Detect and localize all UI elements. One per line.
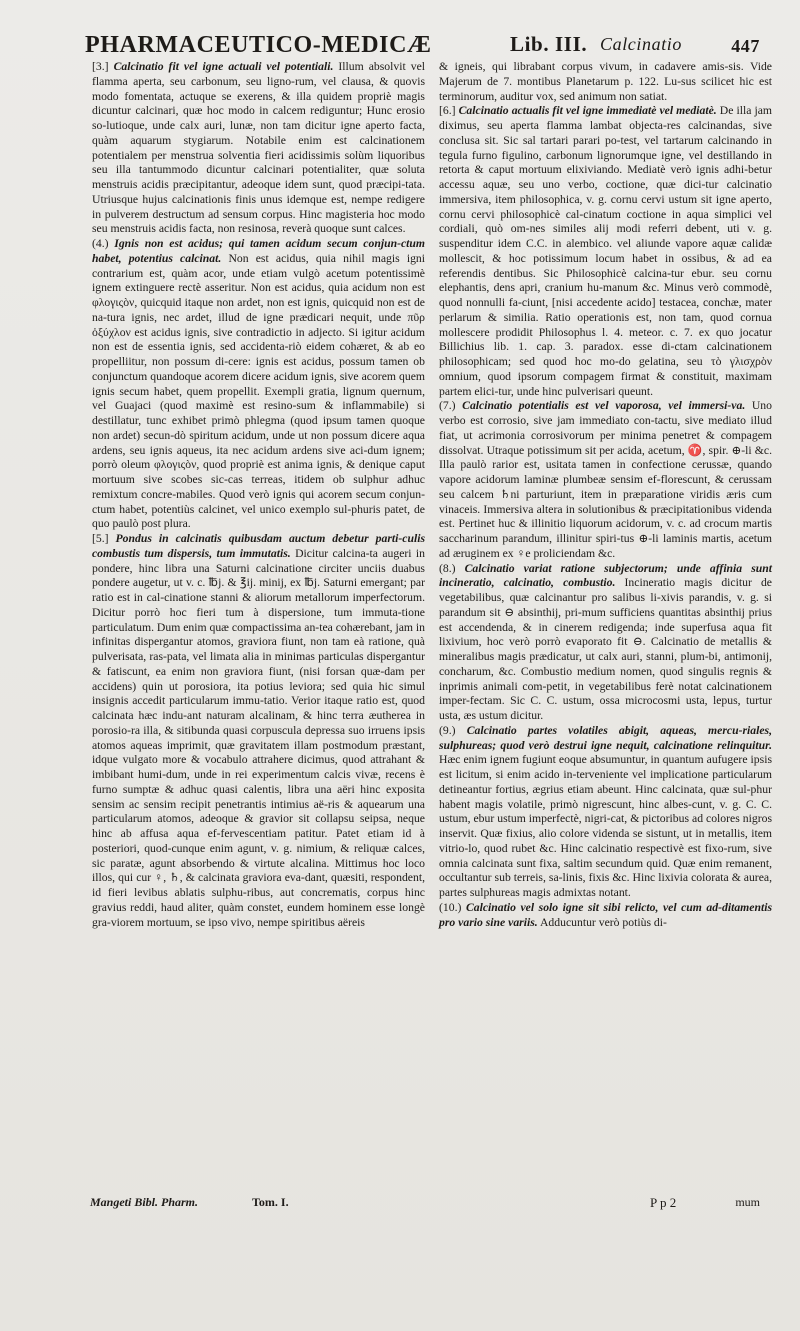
running-header [85,30,760,64]
paragraph-number: (10.) [439,900,462,914]
paragraph-text: Non est acidus, quia nihil magis igni contrarium est, quàm acor, unde etiam vulgò acetum potentissimè ignem extinguere rectè asseritur. Non est acidus, quia acidum non est φλογιςòν, quicquid itaque non ardet, non est ignis, quicquid non est de na-tura ignis, nec ardet, illud de igne prædicari nequit, unde πῦρ ὀξύχλον est acidus ignis, sive contradictio in adjecto. Si igitur acidum non est de essentia ignis, sed accidenta-riò eidem cohæret, & ab eo propelliitur, non possum di-cere: ignis est acidus, possum tamen ob conjunctum quandoque acorem dicere acidum ignis, sive acorem quem ignis secum habet, quem propellit. Exempli gratia, lignum quernum, vel Guajaci (quod maximè est resino-sum & inflammabile) si destillatur, tunc exhibet primò phlegma (quod ipsum tamen quoque non ardet) secun-dò spiritum acidum, unde ut non possum dicere aqua ardens, seu ignis aqueus, ita nec acidum ardens sive aci-dum ignem; porrò oleum φλογιςòν, quod propriè est anima ignis, & denique caput mortuum sive scobes sic-cas terreas, itidem ob sulphur adhuc remixtum concre-mabiles. Quod verò ignis qui acorem secum conjun-ctum habet, potentiùs calcinet, vel unico exemplo sul-phuris patet, de quo paulò post plura. [92,251,426,531]
running-title: PHARMACEUTICO-MEDICÆ [85,32,432,58]
paragraph-heading: Calcinatio vel solo igne sit sibi relicto, vel cum ad-ditamentis pro vario sine variis. [439,900,773,929]
paragraph-heading: Calcinatio variat ratione subjectorum; unde affinia sunt incineratio, calcinatio, combustio. [439,561,773,590]
paragraph [92,237,425,532]
page-number: 447 [731,36,760,56]
paragraph [439,562,772,724]
paragraph-text: De illa jam diximus, seu aperta flamma lambat objecta-res calcinandas, sive conclusa sit. Sic sal tartari parari po-test, vel tartarum calcinando in tegula furno figulino, carbonum lignorumque igne, vel destillando in retorta & caput mortuum elixiviando. Mediatè verò ignis adhi-betur accessu aquæ, seu uno verbo, coctione, quæ dici-tur calcinatio immersiva, item philosophica, v. g. cornu cervi ustum sit igne aperto, cornu cervi philosophicè cal-cinatum coctione in aqua simplici vel cordiali, quò om-nes similes alij modi referri debent, uti v. g. suspenditur idem C.C. in alembico. vel aliunde vapore aquæ calidæ mollescit, & hoc potissimum locum habet in ossibus, & ad ea referendis dentibus. Sic Philosophicè calcina-tur ebur. seu cornu elephantis, dens apri, cranium hu-manum &c. Minus verò commodè, quod nonnulli fa-ciunt, [nisi accedente acido] testacea, conchæ, mater perlarum & similia. Ratio operationis est, non tam, quod cornua mollescere prodidit Philosophus l. 4. meteor. c. 7. ex quo jocatur Billichius lib. 1. cap. 3. paradox. esse di-ctam calcinationem philosophicam; sed quod hoc mo-do gelatina, seu τὸ γλισχρὸν omnium, quod ipsorum compagem firmat & constituit, maximam partem elici-tur, unde hinc pulverisari queunt. [439,104,773,398]
section-title: Calcinatio [600,34,682,54]
left-column [92,60,425,930]
paragraph [92,60,425,237]
page-footer [90,1195,760,1215]
paragraph-number: (4.) [92,237,109,250]
paragraph [92,532,425,930]
paragraph-text: Illum absolvit vel flamma aperta, seu carbonum, seu ligno-rum, vel clausa, & quovis modo fomentata, actuque se exerens, & illa quidem propriè magis dicuntur calcinari, quæ hoc modo in calcem rediguntur; Hunc erosio so-lutioque, unde calx auri, lunæ, non tam dicitur igne aperto facta, quàm aquarum stygiarum. Notabile enim est calcinationem potentialem per menstrua solventia fieri acidissimis solùm liquoribus seu illa tantummodo dicuntur calcinari potentialiter, quæ soluta menstruis acidis præcipitantur, adeoque idem sunt, quod præcipi-tata. Utriusque hujus calcinationis finis unus idemque est, nempe redigere in pulverem destructum ad sensum corpus. Hinc magisteria hoc modo seu menstruis acidis facta, non resinosa, reverà quoque sunt calces. [92,60,426,236]
book-number: Lib. III. [510,32,588,56]
paragraph-heading: Calcinatio actualis fit vel igne immediatè vel mediatè. [458,104,717,118]
paragraph-heading: Pondus in calcinatis quibusdam auctum debetur parti-culis combustis tum dispersis, tum immutatis. [92,532,425,560]
paragraph-text: Uno verbo est corrosio, sive jam immediato con-tactu, sive mediato illud fiat, ut acrimonia corrosivorum per minima penetret & compagem dissolvat. Utraque potissimum sit per acida, acetum, ♈, spir. ⊕-li &c. Illa paulò rarior est, usitata tamen in confectione cerussæ, quando vapore acidorum laminæ plumbeæ sensim ef-florescunt, & cerussam seu calcem ♄ni parturiunt, item in præparatione viridis æris cum vinaceis. Immersiva altera in solutionibus & præcipitationibus videnda est. Pertinet huc & illinitio liquorum acidorum, v. c. ad crocum martis saccharinum parandum, illinitur spiri-tus ⊕-li laminis martis, acetum ad æruginem ex ♀e proliciendam &c. [439,399,772,560]
paragraph-heading: Ignis non est acidus; qui tamen acidum secum conjun-ctum habet, potentius calcinat. [92,237,425,265]
paragraph [439,399,772,561]
paragraph-number: (7.) [439,399,456,413]
signature-mark: P p 2 [650,1195,677,1210]
paragraph [439,724,772,901]
footer-source: Mangeti Bibl. Pharm. [90,1195,199,1209]
paragraph-number: [5.] [92,532,109,545]
paragraph-text: Hæc enim ignem fugiunt eoque absumuntur, in quantum aufugere ipsis est licitum, si enim acido in-terveniente vel implicatione particularum detineantur fortius, ægrius etiam abeunt. Hinc calcinata, quæ sul-phur habent magis volatile, primò nigrescunt, hinc albes-cunt, v. g. C. C. ustum, ebur ustum imperfectè, nigri-cat, & pictoribus ad colores nigros inservit. Quæ fixius, alio colore videnda se sistunt, ut in metallis, item vitrio-lo, quod rubet &c. Hinc calcinatio respectivè est fixo-rum, sive omnia calcinata sunt fixa, saltim secundum quid. Quæ enim remanent, occultantur sub terreis, sa-linis, fixis &c. Hinc lixivia colorata & aurea, partes sulphureas magis admixtas notant. [439,753,772,899]
paragraph-text: Incineratio magis dicitur de vegetabilibus, quæ calcinantur pro salibus li-xivis parandis, v. g. si parandum sit ⊖ absinthij, pri-mum sufficiens quantitas absinthij prius est accendenda, & in cinerem redigenda; inde superfusa aqua fit lixivium, hoc verò porrò evaporato fit ⊖. Calcinatio de metallis & mineralibus magis prædicatur, ut calx auri, stanni, plum-bi, antimonij, concharum, &c. Combustio medium nomen, quod singulis regnis & inprimis animali com-petit, in vegetabilibus ferè notat calcinationem imper-fectam. Sic C. C. ustum, ossa microcosmi usta, lepus, turtur usta, æs ustum dicitur. [439,576,772,722]
paragraph-number: (8.) [439,561,456,575]
paragraph [439,60,772,104]
text-columns [92,60,772,930]
paragraph [439,901,772,931]
paragraph-text: & igneis, qui librabant corpus vivum, in cadavere amis-sis. Vide Majerum de 7. montibus Planetarum p. 122. Lu-sus scilicet hic est terminorum, auditur vox, sed animum non satiat. [439,60,772,103]
paragraph-text: Dicitur calcina-ta augeri in pondere, hinc libra una Saturni calcinatione circiter unciis duabus pondere augetur, ut v. c. ℔j. & ℥ij. minij, ex ℔j. Saturni emergant; par ratio est in cal-cinatione stanni & aliorum metallorum imperfectorum. Dicitur porrò hoc fieri tum à dispersione, tum immuta-tione particulatum. Dum enim quæ compactissima an-tea cohærebant, jam in infinitas dispergantur atomos, graviora fiunt, non tam eà ratione, quà pulverisata, ras-pata, vel limata alia in minimas particulas dispergantur & fatiscunt, ea enim non graviora fiunt, (nisi forsan quæ-dam per accidens) quin ut porosiora, ita potius leviora; sed quia hic simul insignis accedit particularum immu-tatio. Verior itaque ratio est, quod calcinata hæc indu-ant naturam alcalinam, & hinc terra æutherea in porosio-ra illa, & sitibunda quasi corpuscula depressa suo irruens ipsis atomos aqueas imprimit, quæ gravitatem illam postmodum præstant, idque vulgato more & vocabulo attrahere dicimus, quod attrahant & imbibant humi-dum, unde in rei experimentum calcis vivæ, recens è furno sumptæ & adhuc quasi calentis, libra una aëri hinc exposita sensim ac sensim recipit penetrantis intimius aë-ris & aquearum una particularum atomos, adeoque & gravior sit collapsu seipsa, neque hinc ab affusa aqua ef-fervescentiam patitur. Patet etiam id à posteriori, quod-cunque enim agunt, v. g. nimium, & reliquæ calces, sic paratæ, agunt absorbendo & virtute alcalina. Mittimus hoc loco illos, qui cur ♀, ♄, & calcinata graviora eva-dant, quæsiti, respondent, id fieri levibus ablatis sulphu-ribus, aut concrematis, corpus hinc gravius reddi, haud aliter, quàm constet, eundem hominem esse longè gra-viorem mortuum, se ipso vivo, nempe spiritibus aëreis [92,546,426,929]
paragraph-number: (9.) [439,723,456,737]
paragraph [439,104,772,399]
right-column [439,60,772,930]
paragraph-number: [6.] [439,104,456,118]
paragraph-number: [3.] [92,60,109,73]
catchword: mum [735,1195,760,1209]
paragraph-heading: Calcinatio potentialis est vel vaporosa, vel immersi-va. [462,399,746,413]
paragraph-heading: Calcinatio fit vel igne actuali vel potentiali. [113,60,334,73]
paragraph-text: Adducuntur verò potiùs di- [537,915,667,929]
paragraph-heading: Calcinatio partes volatiles abigit, aqueas, mercu-riales, sulphureas; quod verò destrui igne nequit, calcinatione relinquitur. [439,723,773,752]
footer-volume: Tom. I. [252,1195,289,1209]
